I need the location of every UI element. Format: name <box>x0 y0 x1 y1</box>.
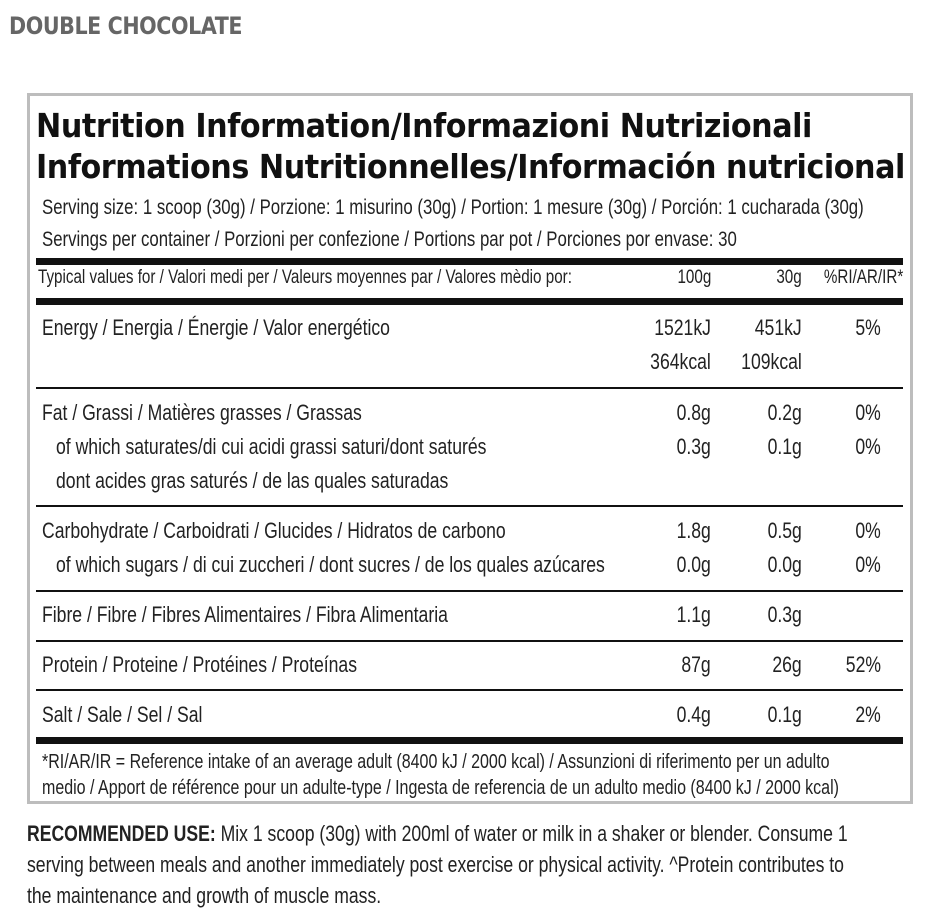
column-ri: %RI/AR/IR* <box>823 267 903 288</box>
rule-thick-bottom <box>36 737 903 744</box>
recommended-use-text1: Mix 1 scoop (30g) with 200ml of water or milk in a shaker or blender. Consume 1 <box>215 821 848 846</box>
row-fat-per100: 0.8g <box>676 400 711 425</box>
column-per30: 30g <box>776 267 802 288</box>
recommended-use-line2: serving between meals and another immediately post exercise or physical activity. ^Protein contributes to <box>27 852 844 877</box>
serving-size: Serving size: 1 scoop (30g) / Porzione: 1 misurino (30g) / Portion: 1 mesure (30g) / Porción: 1 cucharada (30g) <box>42 196 864 219</box>
row-saturates-label-line2: dont acides gras saturés / de las quales saturadas <box>56 468 449 493</box>
rule-after-fibre <box>36 640 903 642</box>
row-carbohydrate-per30: 0.5g <box>767 518 802 543</box>
row-fat-label: Fat / Grassi / Matières grasses / Grassas <box>42 400 362 425</box>
row-energy-per30-kj: 451kJ <box>755 315 802 340</box>
recommended-use <box>27 818 907 911</box>
row-energy-ri: 5% <box>855 315 881 340</box>
rule-after-energy <box>36 387 903 389</box>
panel-heading-line1: Nutrition Information/Informazioni Nutrizionali <box>36 106 812 145</box>
column-label: Typical values for / Valori medi per / Valeurs moyennes par / Valores mèdio por: <box>38 267 572 288</box>
row-sugars-per100: 0.0g <box>676 552 711 577</box>
row-salt-ri: 2% <box>855 702 881 727</box>
rule-after-fat <box>36 505 903 507</box>
rule-after-carbohydrate <box>36 590 903 592</box>
column-per100: 100g <box>677 267 711 288</box>
row-protein-per100: 87g <box>681 652 711 677</box>
row-saturates-ri: 0% <box>855 434 881 459</box>
row-protein-ri: 52% <box>845 652 881 677</box>
product-title: DOUBLE CHOCOLATE <box>9 12 243 40</box>
footnote-line2: medio / Apport de référence pour un adulte-type / Ingesta de referencia de un adulto medio (8400 kJ / 2000 kcal) <box>42 777 839 799</box>
recommended-use-line1 <box>27 818 907 849</box>
row-fat-per30: 0.2g <box>767 400 802 425</box>
row-energy-per100-kj: 1521kJ <box>654 315 711 340</box>
row-carbohydrate-per100: 1.8g <box>676 518 711 543</box>
rule-after-protein <box>36 689 903 691</box>
row-protein-per30: 26g <box>772 652 802 677</box>
row-saturates-per30: 0.1g <box>767 434 802 459</box>
row-saturates-per100: 0.3g <box>676 434 711 459</box>
recommended-use-label: RECOMMENDED USE: <box>27 821 216 846</box>
row-sugars-per30: 0.0g <box>767 552 802 577</box>
nutrition-panel-inner <box>36 100 905 799</box>
footnote-line1: *RI/AR/IR = Reference intake of an average adult (8400 kJ / 2000 kcal) / Assunzioni di riferimento per un adulto <box>42 751 830 773</box>
rule-thick-top <box>36 258 903 265</box>
servings-per-container: Servings per container / Porzioni per confezione / Portions par pot / Porciones por envase: 30 <box>42 228 737 251</box>
row-carbohydrate-label: Carbohydrate / Carboidrati / Glucides / Hidratos de carbono <box>42 518 506 543</box>
row-fibre-label: Fibre / Fibre / Fibres Alimentaires / Fibra Alimentaria <box>42 602 448 627</box>
rule-thick-header <box>36 298 903 305</box>
recommended-use-line3: the maintenance and growth of muscle mass. <box>27 883 382 908</box>
row-energy-per30-kcal: 109kcal <box>741 349 802 374</box>
row-sugars-ri: 0% <box>855 552 881 577</box>
row-sugars-label: of which sugars / di cui zuccheri / dont sucres / de los quales azúcares <box>56 552 605 577</box>
nutrition-panel <box>27 93 913 804</box>
panel-heading-line2: Informations Nutritionnelles/Información nutricional <box>36 147 905 186</box>
row-salt-per100: 0.4g <box>676 702 711 727</box>
row-salt-per30: 0.1g <box>767 702 802 727</box>
row-saturates-label: of which saturates/di cui acidi grassi saturi/dont saturés <box>56 434 487 459</box>
row-protein-label: Protein / Proteine / Protéines / Proteínas <box>42 652 358 677</box>
row-salt-label: Salt / Sale / Sel / Sal <box>42 702 203 727</box>
row-energy-label: Energy / Energia / Énergie / Valor energético <box>42 315 390 340</box>
row-carbohydrate-ri: 0% <box>855 518 881 543</box>
row-fibre-per100: 1.1g <box>676 602 711 627</box>
row-fat-ri: 0% <box>855 400 881 425</box>
row-energy-per100-kcal: 364kcal <box>650 349 711 374</box>
row-fibre-per30: 0.3g <box>767 602 802 627</box>
